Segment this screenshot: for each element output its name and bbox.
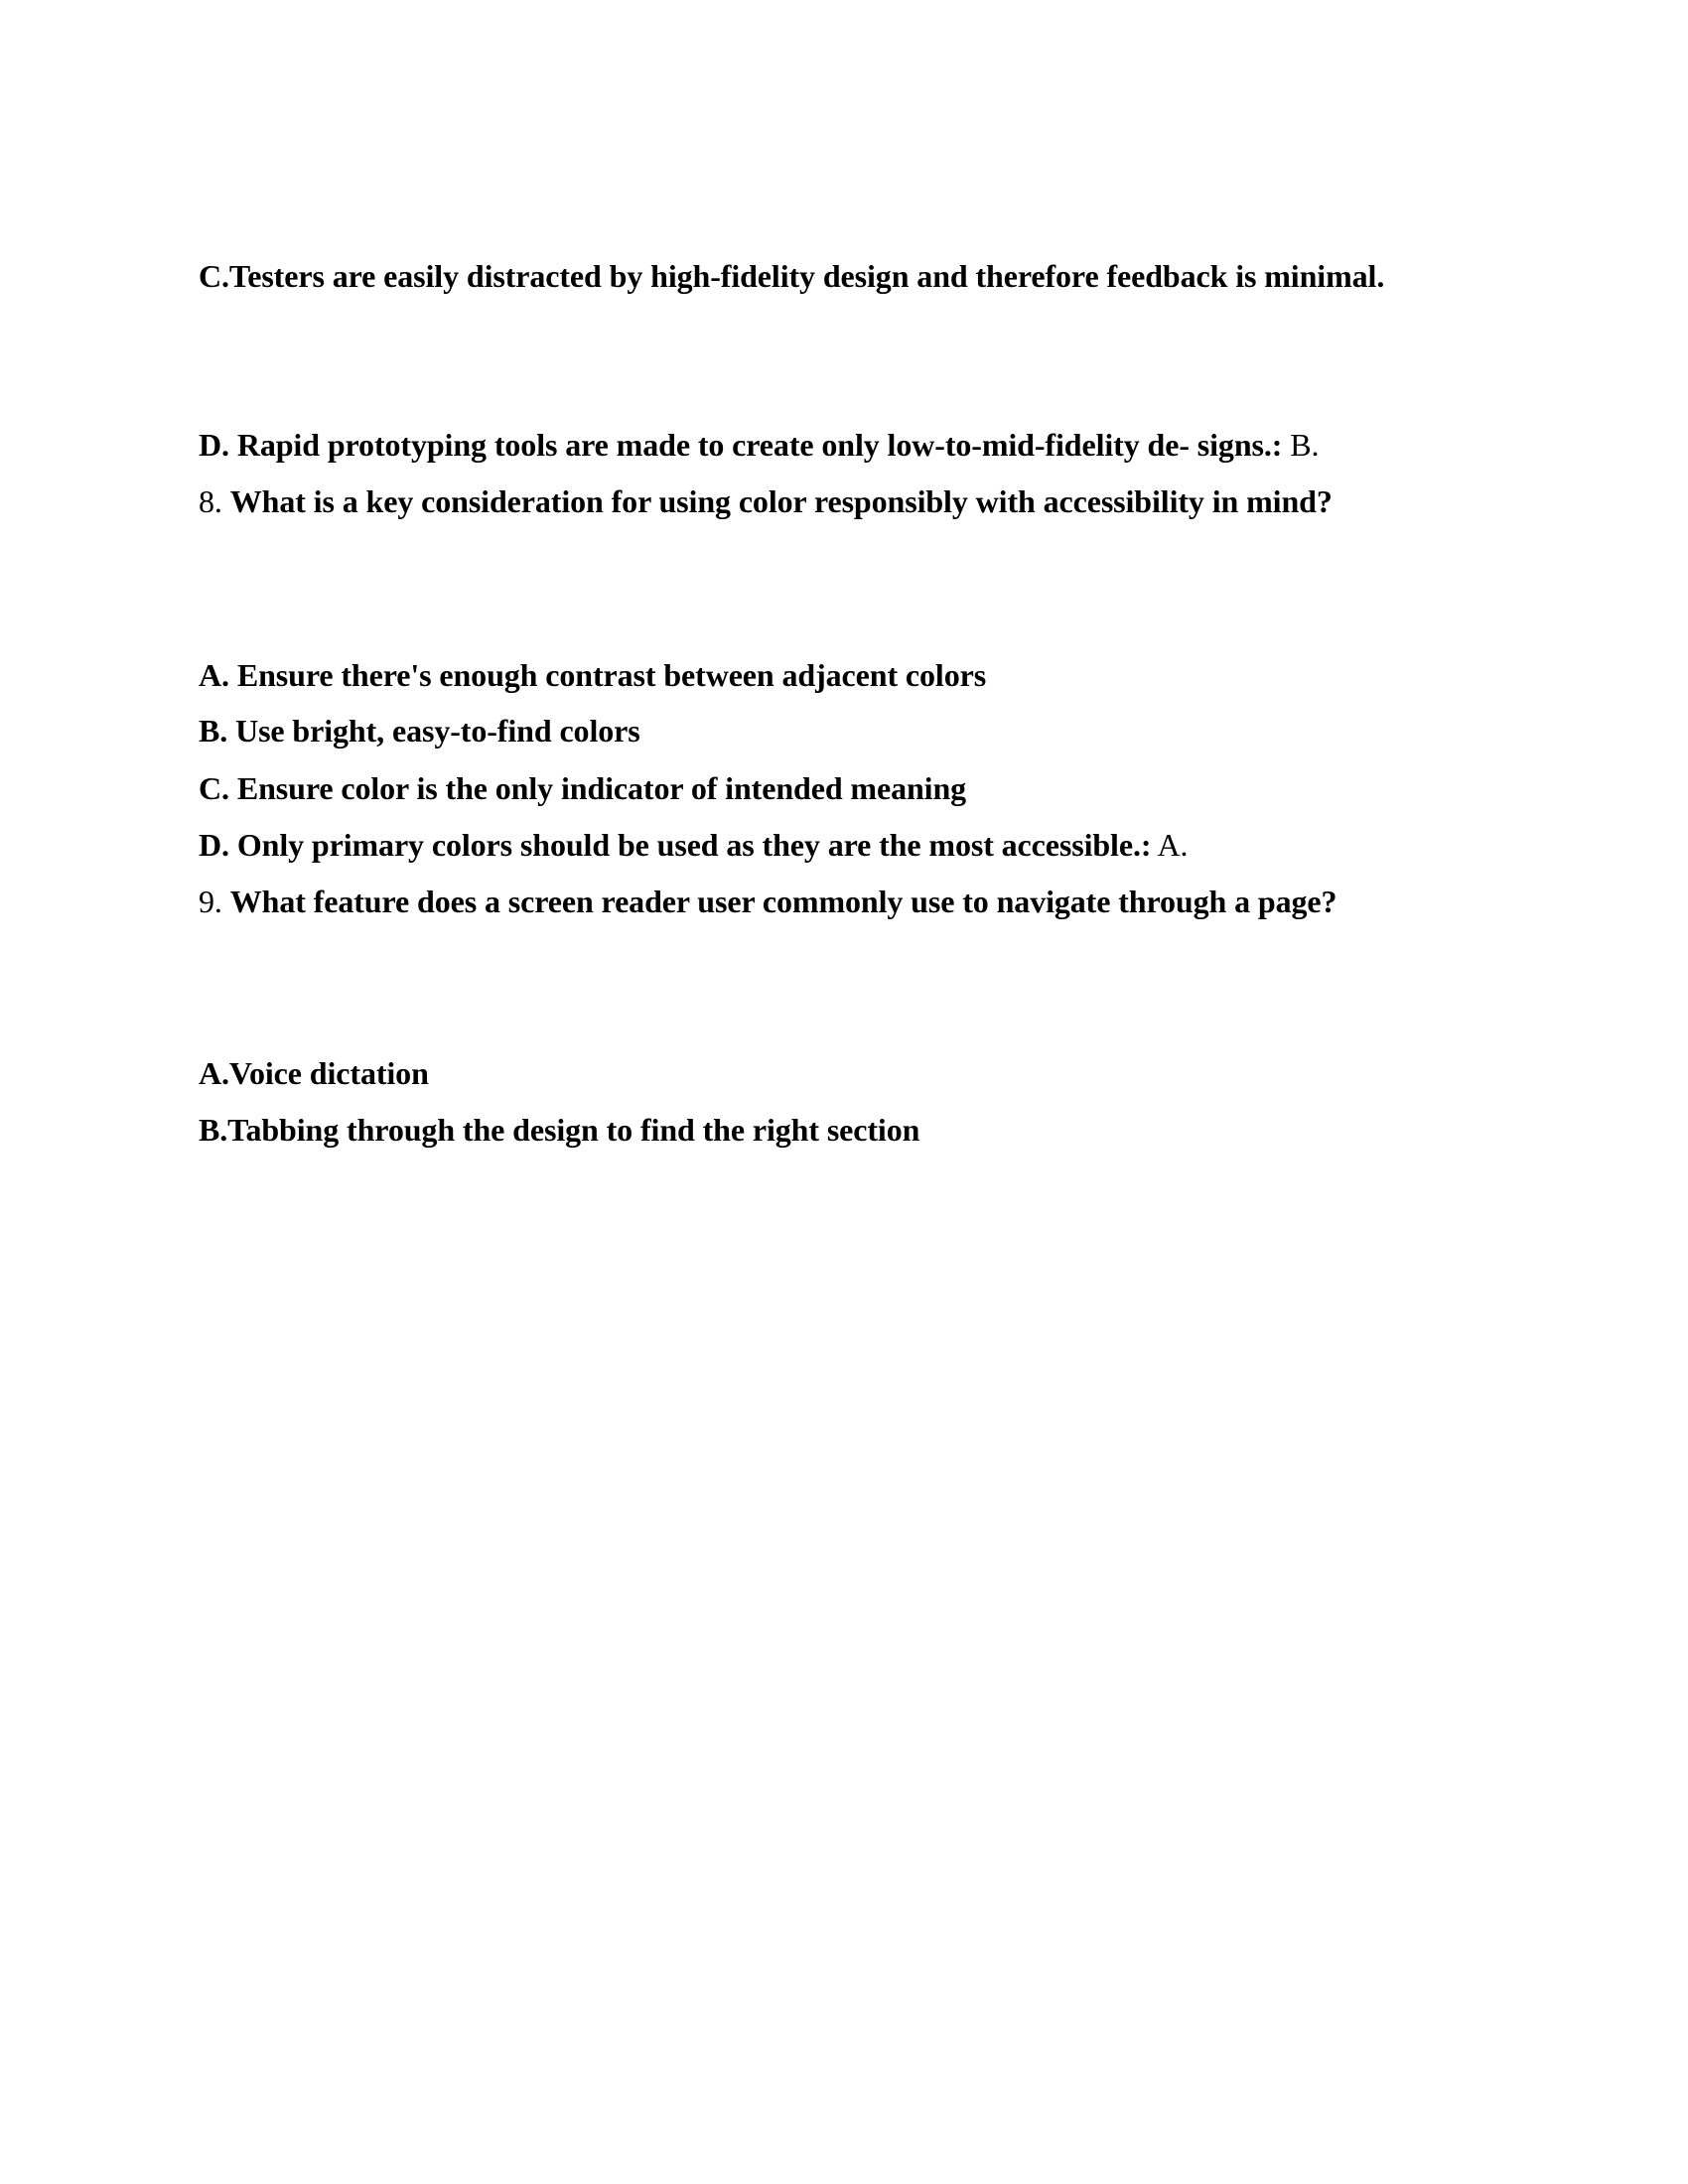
option-label: A. [199,1055,229,1091]
question-text: What is a key consideration for using color responsibly with accessibility in mind? [229,483,1333,519]
option-8d [199,825,1188,865]
option-text: Rapid prototyping tools are made to create only low-to-mid-fidelity de- signs.: [236,427,1283,463]
option-text: Use bright, easy-to-find colors [235,713,640,749]
option-text: Only primary colors should be used as they are the most accessible.: [236,827,1152,863]
question-9 [199,882,1336,921]
option-label: B. [199,713,228,749]
option-label: A. [199,657,229,693]
option-7c [199,256,1384,296]
question-8 [199,481,1333,521]
option-label: D. [199,827,229,863]
option-text: Ensure there's enough contrast between adjacent colors [236,657,987,693]
option-7d [199,425,1319,465]
option-label: C. [199,770,229,806]
option-8a [199,655,986,695]
question-text: What feature does a screen reader user commonly use to navigate through a page? [229,884,1337,919]
option-9a [199,1053,429,1093]
question-number: 9. [199,884,222,919]
option-9b [199,1110,919,1150]
option-text: Voice dictation [228,1055,429,1091]
option-text: Testers are easily distracted by high-fidelity design and therefore feedback is minimal. [228,258,1385,294]
option-8b [199,711,640,751]
option-label: D. [199,427,229,463]
option-8c [199,768,966,808]
option-label: C. [199,258,229,294]
option-text: Ensure color is the only indicator of intended meaning [236,770,967,806]
answer-key: A. [1157,827,1189,863]
option-text: Tabbing through the design to find the right section [227,1112,920,1148]
option-label: B. [199,1112,228,1148]
answer-key: B. [1290,427,1320,463]
question-number: 8. [199,483,222,519]
